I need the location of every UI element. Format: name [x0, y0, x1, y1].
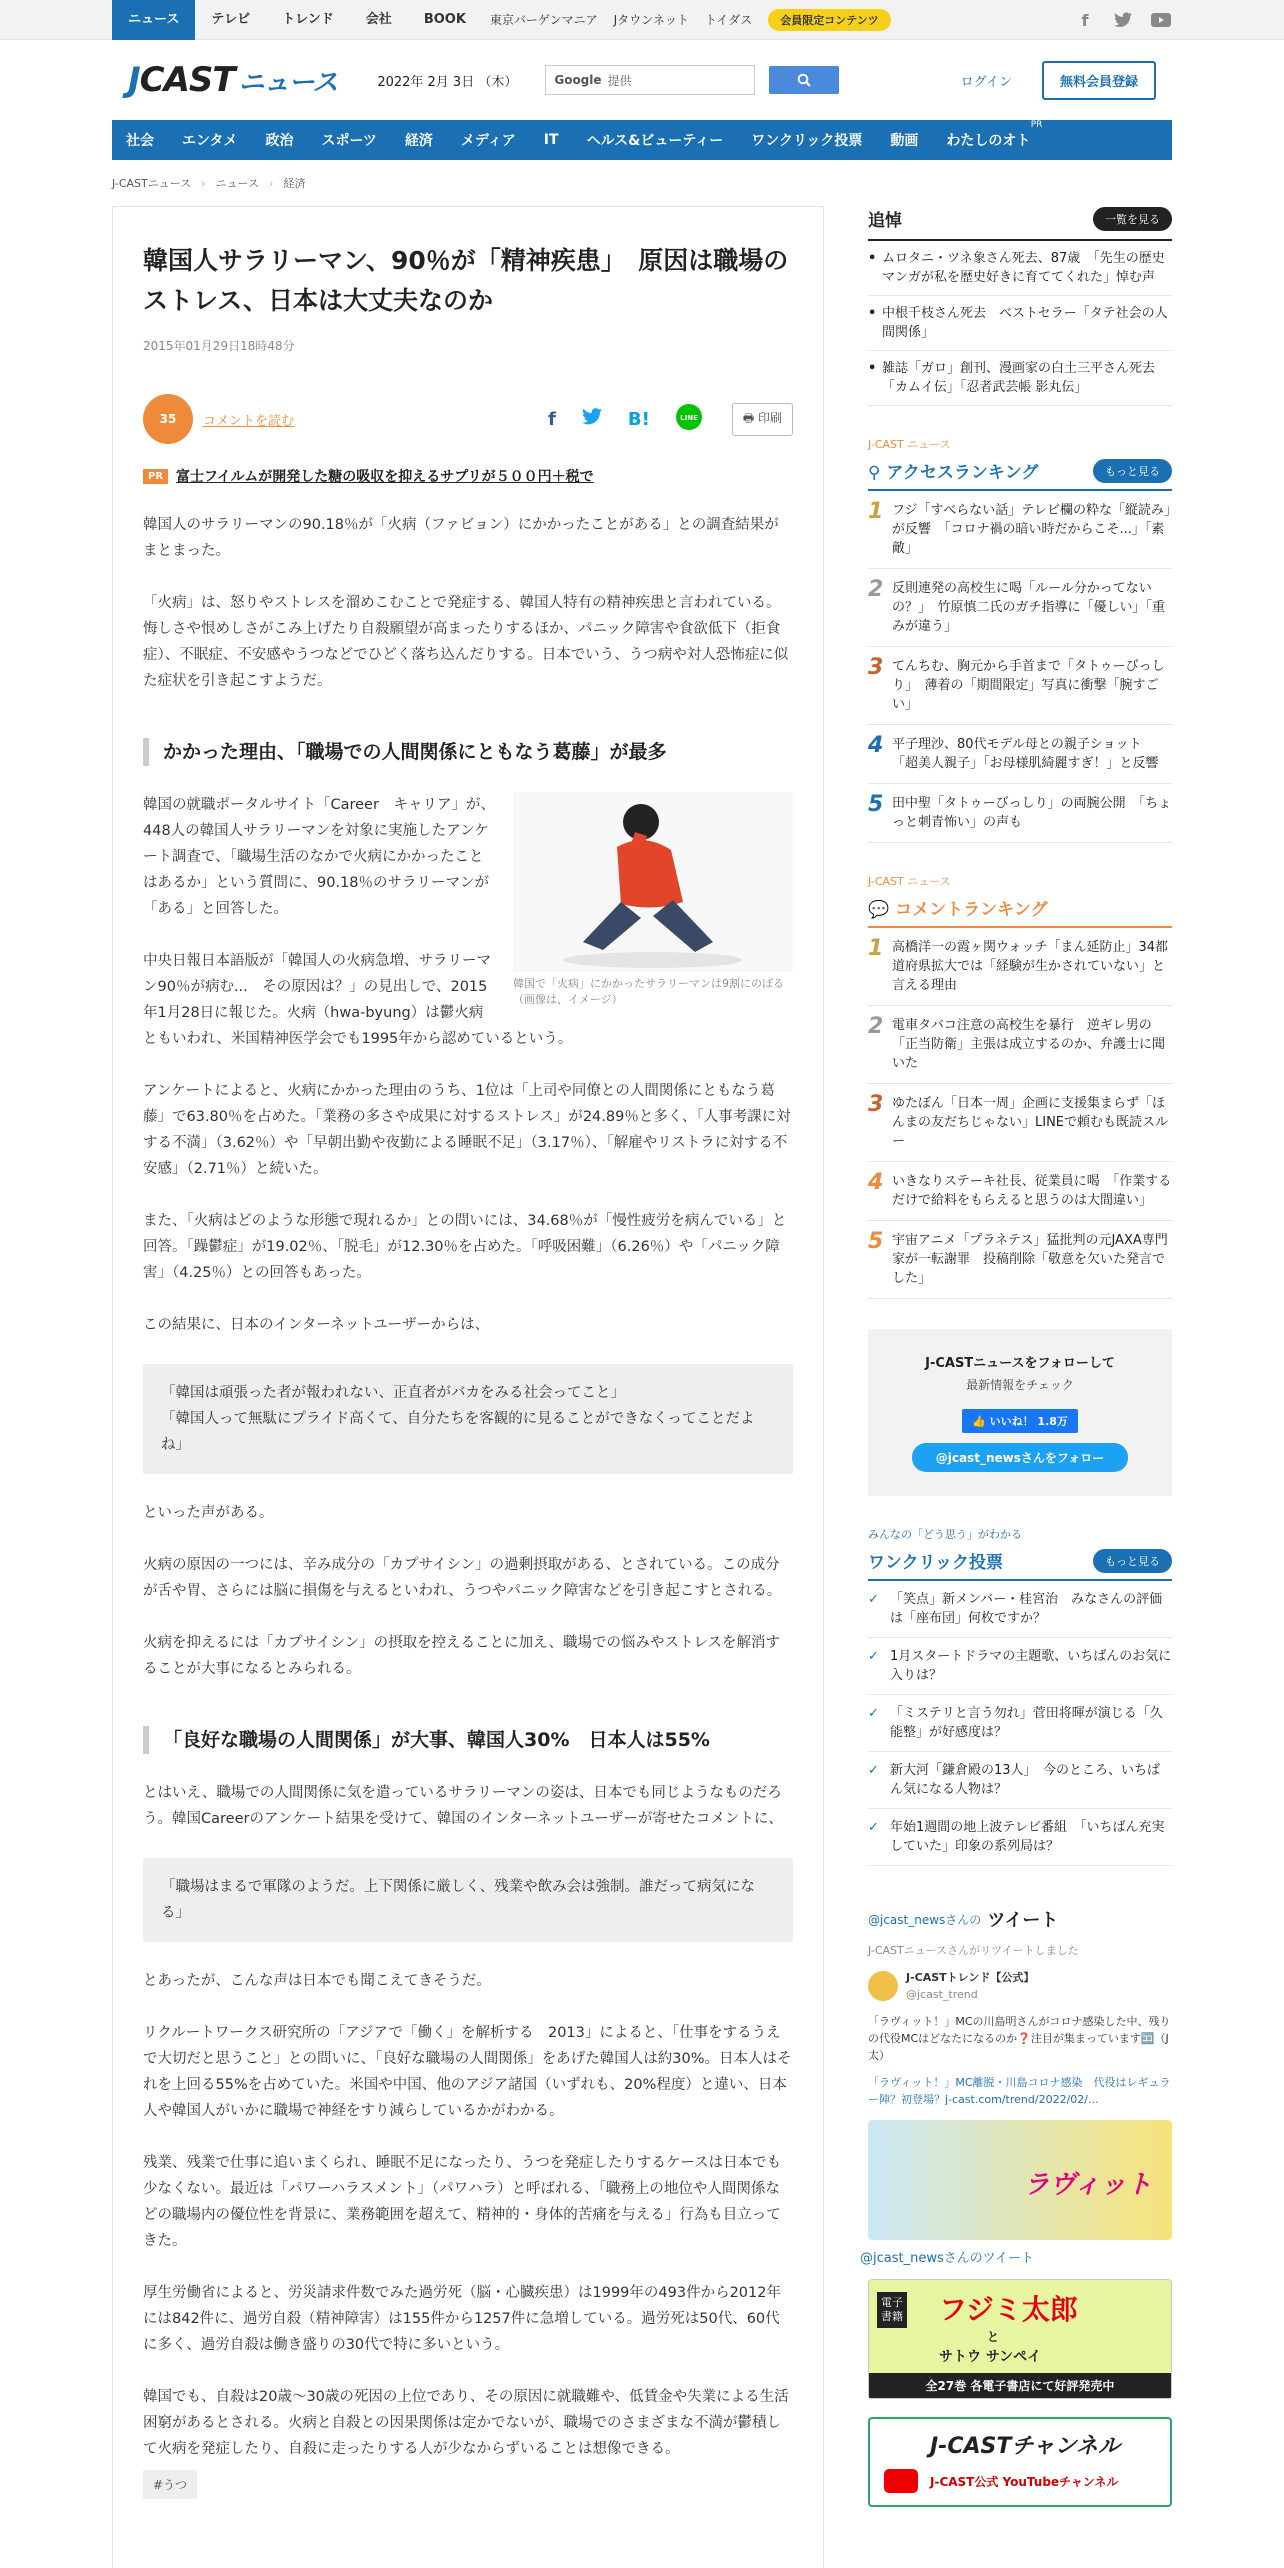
quote-line: 「韓国人って無駄にプライド高くて、自分たちを客観的に見ることができなくってことだよね」: [161, 1411, 755, 1453]
nav-entertainment[interactable]: エンタメ: [182, 133, 238, 149]
current-date: 2022年 2月 3日 （木）: [377, 74, 518, 90]
breadcrumb-economy[interactable]: 経済: [283, 177, 306, 190]
search-button[interactable]: [769, 66, 839, 94]
nav-economy[interactable]: 経済: [404, 133, 433, 149]
vote-kicker: みんなの「どう思う」がわかる: [868, 1528, 1022, 1541]
chevron-right-icon: ›: [269, 176, 274, 190]
list-item[interactable]: • ムロタニ・ツネ象さん死去、87歳 「先生の歴史マンガが私を歴史好きに育ててくれた」悼む声: [868, 241, 1172, 296]
ranking-item[interactable]: 3 ゆたぼん「日本一周」企画に支援集まらず「ほんまの友だちじゃない」LINEで頼むも既読スルー: [868, 1084, 1172, 1162]
ad-banner-fujimi[interactable]: [868, 2279, 1172, 2399]
tweet-image[interactable]: [868, 2120, 1172, 2240]
ranking-item[interactable]: 5 宇宙アニメ「プラネテス」猛批判の元JAXA専門家が一転謝罪 投稿削除「敬意を欠いた発言でした」: [868, 1221, 1172, 1299]
paragraph: 火病を抑えるには「カプサイシン」の摂取を控えることに加え、職場での悩みやストレスを解消することが大事になるとみられる。: [143, 1635, 781, 1677]
check-icon: ✓: [868, 1592, 879, 1607]
list-item[interactable]: • 雑誌「ガロ」創刊、漫画家の白土三平さん死去 「カムイ伝」「忍者武芸帳 影丸伝」: [868, 351, 1172, 406]
top-nav-trend[interactable]: トレンド: [282, 12, 334, 27]
tsuito-list: [868, 241, 1172, 406]
article: [112, 206, 824, 2568]
facebook-like-button[interactable]: 👍 いいね！ 1.8万: [962, 1409, 1078, 1433]
paragraph: とはいえ、職場での人間関係に気を遣っているサラリーマンの姿は、日本でも同じようなものだろう。韓国Careerのアンケート結果を受けて、韓国のインターネットユーザーが寄せたコメントに、: [143, 1785, 783, 1827]
comment-ranking-header: [868, 895, 1172, 928]
ranking-item[interactable]: 3 てんちむ、胸元から手首まで「タトゥーびっしり」 薄着の「期間限定」写真に衝撃「腕すごい」: [868, 647, 1172, 725]
nav-video[interactable]: 動画: [890, 133, 919, 149]
list-item[interactable]: • 中根千枝さん死去 ベストセラー「タテ社会の人間関係」: [868, 296, 1172, 351]
ad-tagline: 全27巻 各電子書店にて好評発売中: [869, 2373, 1171, 2398]
twitter-follow-button[interactable]: @jcast_newsさんをフォロー: [912, 1443, 1128, 1472]
print-button[interactable]: 🖶 印刷: [732, 403, 793, 436]
nav-media[interactable]: メディア: [460, 133, 516, 149]
site-logo[interactable]: JCAST ニュース: [128, 60, 338, 100]
ebook-label: 電子 書籍: [877, 2292, 907, 2328]
tweet-author[interactable]: J-CASTトレンド【公式】 @jcast_trend: [868, 1969, 1172, 2003]
nav-sports[interactable]: スポーツ: [321, 133, 377, 149]
search-form: [545, 65, 839, 95]
nav-it[interactable]: IT: [543, 132, 559, 148]
site-header: [0, 40, 1284, 120]
line-share-icon[interactable]: [676, 404, 702, 435]
youtube-icon[interactable]: [1150, 9, 1172, 31]
person-icon: ⚲: [868, 463, 887, 483]
twitter-timeline: [860, 1906, 1172, 2267]
photo-image: [513, 792, 793, 972]
access-ranking-list: [868, 491, 1172, 843]
comment-ranking-list: [868, 928, 1172, 1299]
top-bar: [0, 0, 1284, 40]
ad-author: サトウ サンペイ: [939, 2349, 1042, 2365]
paragraph: 火病の原因の一つには、辛み成分の「カプサイシン」の過剰摂取がある、とされている。この成分が舌や胃、さらには脳に損傷を与えるといわれ、うつやパニック障害などを引き起こすとされる。: [143, 1557, 782, 1599]
nav-health-beauty[interactable]: ヘルス&ビューティー: [586, 133, 724, 149]
comment-count-badge[interactable]: 35: [143, 394, 193, 444]
vote-item[interactable]: ✓ 年始1週間の地上波テレビ番組 「いちばん充実していた」印象の系列局は？: [868, 1809, 1172, 1866]
access-more-button[interactable]: もっと見る: [1093, 459, 1172, 483]
paragraph: といった声がある。: [143, 1505, 274, 1521]
search-input[interactable]: [545, 65, 755, 95]
facebook-share-icon[interactable]: f: [548, 408, 556, 430]
ranking-item[interactable]: 4 平子理沙、80代モデル母との親子ショット 「超美人親子」「お母様肌綺麗すぎ！」と反響: [868, 725, 1172, 784]
photo-caption: 韓国で「火病」にかかったサラリーマンは9割にのぼる（画像は、イメージ）: [513, 977, 784, 1006]
top-nav-book[interactable]: BOOK: [423, 12, 466, 27]
avatar: [868, 1971, 898, 2001]
ranking-item[interactable]: 4 いきなりステーキ社長、従業員に喝 「作業するだけで給料をもらえると思うのは大間違い」: [868, 1162, 1172, 1221]
vote-item[interactable]: ✓ 1月スタートドラマの主題歌、いちばんのお気に入りは？: [868, 1638, 1172, 1695]
comment-ranking-title: 💬 コメントランキング: [868, 900, 1048, 920]
comment-kicker: J-CAST ニュース: [868, 875, 951, 888]
main-nav: [0, 120, 1284, 160]
follow-box: [868, 1329, 1172, 1496]
vote-item[interactable]: ✓ 新大河「鎌倉殿の13人」 今のところ、いちばん気になる人物は？: [868, 1752, 1172, 1809]
top-nav-bargain[interactable]: 東京バーゲンマニア: [489, 13, 598, 27]
ranking-item[interactable]: 1 高橋洋一の霞ヶ関ウォッチ「まん延防止」34都道府県拡大では「経験が生かされていない」と言える理由: [868, 928, 1172, 1006]
article-title: 韓国人サラリーマン、90％が「精神疾患」 原因は職場のストレス、日本は大丈夫なのか: [143, 246, 789, 315]
ad-title: フジミ太郎: [939, 2293, 1078, 2326]
pr-link[interactable]: 富士フイルムが開発した糖の吸収を抑えるサプリが５００円＋税で: [176, 469, 594, 485]
tsuito-more-button[interactable]: 一覧を見る: [1093, 207, 1172, 231]
share-buttons: [548, 404, 702, 435]
ranking-item[interactable]: 2 電車タバコ注意の高校生を暴行 逆ギレ男の「正当防衛」主張は成立するのか、弁護士に聞いた: [868, 1006, 1172, 1084]
printer-icon: 🖶: [742, 410, 758, 425]
twitter-icon[interactable]: [1112, 9, 1134, 31]
paragraph: また、「火病はどのような形態で現れるか」との問いには、34.68％が「慢性疲労を病んでいる」と回答。「躁鬱症」が19.02％、「脱毛」が12.30％を占めた。「呼吸困難」（6.26％）や「パニック障害」（4.25％）との回答もあった。: [143, 1213, 787, 1281]
pr-link-row: [143, 466, 793, 486]
vote-list: [868, 1581, 1172, 1866]
paragraph: 中央日報日本語版が「韓国人の火病急増、サラリーマン90％が病む... その原因は？」の見出しで、2015年1月28日に報じた。火病（hwa-byung）は鬱火病ともいわれ、米国精神医学会でも1995年から認めているという。: [143, 953, 573, 1047]
tag-link[interactable]: #うつ: [143, 2470, 197, 2499]
check-icon: ✓: [868, 1820, 879, 1835]
retweet-notice: J-CASTニュースさんがリツイートしました: [868, 1944, 1079, 1957]
breadcrumb: [112, 160, 1172, 206]
paragraph: 「火病」は、怒りやストレスを溜めこむことで発症する、韓国人特有の精神疾患と言われている。悔しさや恨めしさがこみ上げたり自殺願望が高まったりするほか、パニック障害や食欲低下（拒食症）、不眠症、不安感やうつなどでひどく落ち込んだりする。日本でいう、うつ病や対人恐怖症に似た症状を引き起こすようだ。: [143, 595, 789, 689]
check-icon: ✓: [868, 1649, 879, 1664]
tsuito-title: 追悼: [868, 211, 902, 231]
vote-more-button[interactable]: もっと見る: [1093, 1549, 1172, 1573]
chevron-right-icon: ›: [201, 176, 206, 190]
jcast-channel-banner[interactable]: [868, 2417, 1172, 2507]
paragraph: アンケートによると、火病にかかった理由のうち、1位は「上司や同僚との人間関係にともなう葛藤」で63.80％を占めた。「業務の多さや成果に対するストレス」が24.89％と多く、「人事考課に対する不満」（3.62％）や「早朝出勤や夜勤による睡眠不足」（3.17％）、「解雇やリストラに対する不安感」（2.71％）と続いた。: [143, 1083, 791, 1177]
paragraph: とあったが、こんな声は日本でも聞こえてきそうだ。: [143, 1973, 491, 1989]
vote-title: ワンクリック投票: [868, 1553, 1003, 1573]
signup-button[interactable]: 無料会員登録: [1042, 61, 1156, 100]
google-brand: Google: [554, 73, 602, 87]
speech-bubble-icon: 💬: [868, 900, 896, 920]
channel-title: J-CASTチャンネル: [930, 2434, 1121, 2459]
timeline-footer-link[interactable]: @jcast_newsさんのツイート: [860, 2251, 1034, 2266]
nav-politics[interactable]: 政治: [265, 133, 294, 149]
top-nav: [112, 0, 891, 40]
hatena-bookmark-icon[interactable]: B!: [627, 408, 650, 430]
channel-subtitle: J-CAST公式 YouTubeチャンネル: [930, 2475, 1119, 2489]
top-nav-toidas[interactable]: トイダス: [704, 13, 753, 27]
paragraph: 厚生労働省によると、労災請求件数でみた過労死（脳・心臓疾患）は1999年の493件から2012年には842件に、過労自殺（精神障害）は155件から1257件に急増している。過労死は50代、60代に多く、過労自殺は働き盛りの30代で特に多いという。: [143, 2285, 781, 2353]
paragraph: 韓国でも、自殺は20歳～30歳の死因の上位であり、その原因に就職難や、低賃金や失業による生活困窮があるとされる。火病と自殺との因果関係は定かでないが、職場でのさまざまな不満が鬱積して火病を発症したり、自殺に走ったりする人が少なからずいることは想像できる。: [143, 2389, 789, 2457]
facebook-icon[interactable]: f: [1081, 10, 1089, 30]
check-icon: ✓: [868, 1763, 879, 1778]
tsuito-header: [868, 206, 1172, 241]
twitter-share-icon[interactable]: [582, 408, 602, 430]
tweet-link[interactable]: 「ラヴィット！」MC離脱・川島コロナ感染 代役はレギュラー陣？初登場？j-cast.com/trend/2022/02/...: [868, 2076, 1171, 2106]
article-photo: [513, 792, 793, 1008]
login-link[interactable]: ログイン: [960, 74, 1012, 90]
breadcrumb-home[interactable]: J-CASTニュース: [112, 177, 192, 190]
banner-show-title: ラヴィット: [1023, 2170, 1152, 2200]
section-heading: かかった理由、「職場での人間関係にともなう葛藤」が最多: [143, 738, 793, 766]
paragraph: リクルートワークス研究所の「アジアで「働く」を解析する 2013」によると、「仕事をするうえで大切だと思うこと」との問いに、「良好な職場の人間関係」をあげた韓国人は約30%。日本人はそれを上回る55%を占めていた。米国や中国、他のアジア諸国（いずれも、20%程度）と違い、日本人や韓国人がいかに職場で神経をすり減らしているかがわかる。: [143, 2025, 792, 2119]
paragraph: 韓国の就職ポータルサイト「Career キャリア」が、448人の韓国人サラリーマンを対象に実施したアンケート調査で、「職場生活のなかで火病にかかったことはあるか」という質問に、90.18％のサラリーマンが「ある」と回答した。: [143, 797, 495, 917]
paragraph: この結果に、日本のインターネットユーザーからは、: [143, 1317, 490, 1333]
vote-item[interactable]: ✓ 「ミステリと言う勿れ」菅田将暉が演じる「久能整」が好感度は？: [868, 1695, 1172, 1752]
ad-sub: と: [987, 2330, 1000, 2344]
paragraph: 韓国人のサラリーマンの90.18％が「火病（ファビョン）にかかったことがある」との調査結果がまとまった。: [143, 517, 779, 559]
breadcrumb-news[interactable]: ニュース: [215, 177, 260, 190]
read-comments-link[interactable]: コメントを読む: [203, 413, 295, 429]
check-icon: ✓: [868, 1706, 879, 1721]
follow-title: J-CASTニュースをフォローして: [925, 1356, 1115, 1371]
ranking-item[interactable]: 1 フジ「すべらない話」テレビ欄の粋な「縦読み」が反響 「コロナ禍の暗い時だからこそ...」「素敵」: [868, 491, 1172, 569]
search-placeholder: 提供: [607, 73, 632, 88]
vote-header: [868, 1548, 1172, 1581]
sidebar: [860, 206, 1172, 2568]
top-nav-company[interactable]: 会社: [365, 12, 392, 27]
search-icon: [797, 73, 811, 87]
youtube-icon: [884, 2469, 918, 2493]
follow-subtitle: 最新情報をチェック: [966, 1378, 1074, 1392]
article-body: [143, 512, 793, 2499]
access-ranking-header: [868, 458, 1172, 491]
article-date: 2015年01月29日18時48分: [143, 339, 295, 353]
section-heading: 「良好な職場の人間関係」が大事、韓国人30% 日本人は55%: [143, 1726, 793, 1754]
tweet-text: 「ラヴィット！」MCの川島明さんがコロナ感染した中、残りの代役MCはどなたになるのか❓注目が集まっています🈁（J太）: [868, 2015, 1171, 2062]
nav-society[interactable]: 社会: [126, 133, 154, 149]
timeline-header: @jcast_newsさんの ツイート: [868, 1910, 1059, 1931]
top-nav-tv[interactable]: テレビ: [211, 12, 251, 27]
article-tools: [143, 394, 793, 444]
pr-mark: PR: [1030, 120, 1043, 130]
vote-item[interactable]: ✓ 「笑点」新メンバー・桂宮治 みなさんの評価は「座布団」何枚ですか？: [868, 1581, 1172, 1638]
top-nav-news[interactable]: ニュース: [112, 0, 195, 40]
svg-text:LINE: LINE: [679, 413, 698, 422]
thumbs-up-icon: 👍: [972, 1415, 990, 1428]
quote-line: 「韓国は頑張った者が報われない、正直者がバカをみる社会ってこと」: [161, 1385, 625, 1401]
top-nav-jtown[interactable]: Jタウンネット: [613, 13, 689, 27]
members-badge[interactable]: 会員限定コンテンツ: [768, 9, 890, 31]
access-kicker: J-CAST ニュース: [868, 438, 951, 451]
paragraph: 残業、残業で仕事に追いまくられ、睡眠不足になったり、うつを発症したりするケースは日本でも少なくない。最近は「パワーハラスメント」（パワハラ）と呼ばれる、「職務上の地位や人間関係などの職場内の優位性を背景に、業務範囲を超えて、精神的・身体的苦痛を与える」行為も目立ってきた。: [143, 2155, 782, 2249]
social-links: [1074, 9, 1172, 31]
nav-one-click-vote[interactable]: ワンクリック投票: [751, 133, 863, 149]
quote-block: 「職場はまるで軍隊のようだ。上下関係に厳しく、残業や飲み会は強制。誰だって病気になる」: [143, 1858, 793, 1942]
ranking-item[interactable]: 5 田中聖「タトゥーびっしり」の両腕公開 「ちょっと刺青怖い」の声も: [868, 784, 1172, 843]
quote-block: [143, 1364, 793, 1474]
nav-watashi-no-oto[interactable]: わたしのオト PR: [946, 120, 1043, 149]
pr-label: PR: [143, 469, 168, 484]
ranking-item[interactable]: 2 反則連発の高校生に喝「ルール分かってないの？」 竹原慎二氏のガチ指導に「優しい」「重みが違う」: [868, 569, 1172, 647]
access-ranking-title: ⚲ アクセスランキング: [868, 463, 1039, 483]
